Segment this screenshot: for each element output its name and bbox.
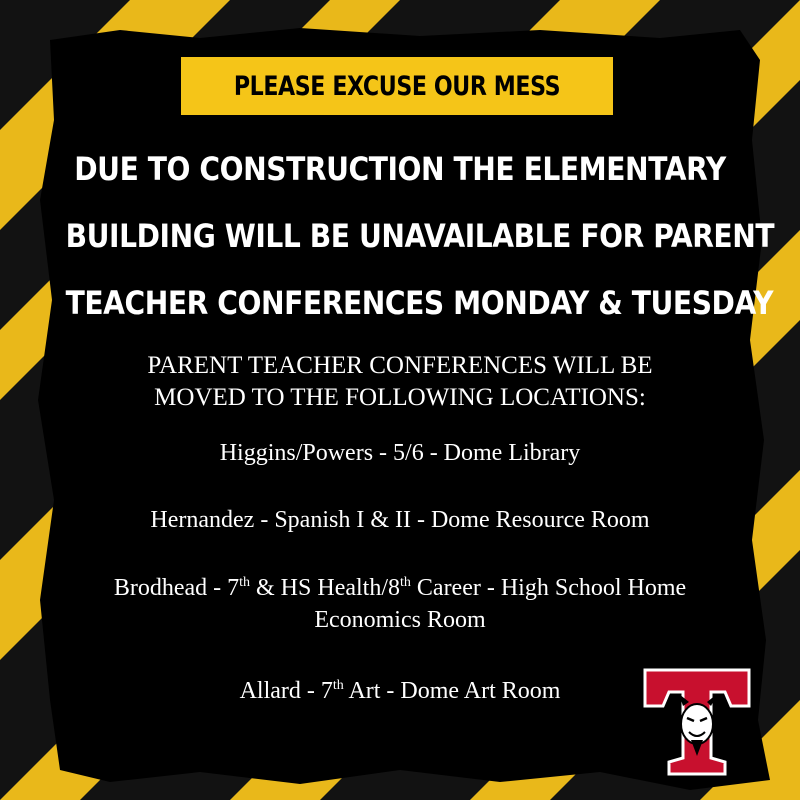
allard-text: Allard - 7 (239, 678, 333, 704)
brodhead-line-2: Economics Room (314, 607, 486, 633)
ordinal-suffix: th (239, 575, 251, 590)
devil-t-logo-icon (641, 666, 753, 778)
excuse-mess-banner (181, 57, 613, 115)
allard-text: Art - Dome Art Room (343, 678, 561, 704)
intro-line: PARENT TEACHER CONFERENCES WILL BE (147, 352, 653, 379)
ordinal-suffix: th (400, 575, 411, 590)
brodhead-text: Brodhead - 7 (113, 575, 240, 601)
headline-line: DUE TO CONSTRUCTION THE ELEMENTARY (74, 150, 726, 188)
location-hernandez: Hernandez - Spanish I & II - Dome Resource Room (150, 507, 650, 533)
location-brodhead (20, 572, 780, 636)
location-higgins: Higgins/Powers - 5/6 - Dome Library (219, 440, 581, 466)
headline-line: TEACHER CONFERENCES MONDAY & TUESDAY (65, 284, 774, 322)
brodhead-text: Career - High School Home (410, 575, 687, 601)
banner-text: PLEASE EXCUSE OUR MESS (233, 70, 561, 102)
brodhead-line-1 (20, 572, 780, 604)
ordinal-suffix: th (332, 678, 344, 693)
headline (20, 136, 780, 337)
intro-line: MOVED TO THE FOLLOWING LOCATIONS: (154, 384, 646, 411)
brodhead-text: & HS Health/8 (250, 575, 401, 601)
headline-line: BUILDING WILL BE UNAVAILABLE FOR PARENT (65, 217, 775, 255)
intro-text (20, 350, 780, 414)
